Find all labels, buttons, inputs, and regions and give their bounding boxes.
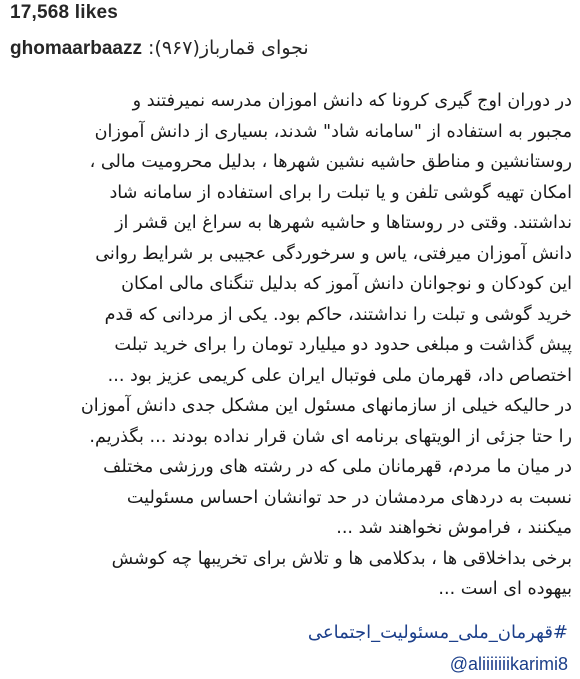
hashtag-link[interactable]: #قهرمان_ملی_مسئولیت_اجتماعی — [307, 622, 568, 643]
caption-line: دانش آموزان میرفتی، یاس و سرخوردگی عجیبی بر شرایط روانی — [95, 243, 572, 264]
caption-line: در میان ما مردم، قهرمانان ملی که در رشته های ورزشی مختلف — [103, 457, 572, 477]
caption-line: خرید گوشی و تبلت را نداشتند، حاکم بود. یکی از مردانی که قدم — [104, 304, 572, 325]
caption-line: این کودکان و نوجوانان دانش آموز که بدلیل تنگنای مالی امکان — [121, 274, 572, 294]
caption-line: میکنند ، فراموش نخواهند شد ... — [336, 518, 572, 538]
caption-line: بیهوده ای است ... — [438, 579, 572, 599]
caption-line: در حالیکه خیلی از سازمانهای مسئول این مشکل جدی دانش آموزان — [80, 396, 572, 416]
caption-title: نجوای قمارباز(۹۶۷): — [147, 37, 309, 59]
caption-line: نسبت به دردهای مردمشان در حد توانشان احساس مسئولیت — [126, 487, 572, 508]
caption-line: مجبور به استفاده از "سامانه شاد" شدند، بسیاری از دانش آموزان — [94, 121, 572, 142]
caption-line: نداشتند. وقتی در روستاها و حاشیه شهرها به سراغ این قشر از — [115, 213, 572, 233]
username-link[interactable]: ghomaarbaazz — [10, 38, 142, 59]
mention-link[interactable]: @aliiiiiiikarimi8 — [449, 654, 568, 674]
caption-line: برخی بداخلاقی ها ، بدکلامی ها و تلاش برای تخریبها چه کوشش — [111, 548, 572, 569]
caption-line: را حتا جزئی از الویتهای برنامه ای شان قرار نداده بودند ... بگذریم. — [89, 426, 572, 447]
caption-body — [6, 86, 572, 605]
likes-count[interactable]: 17,568 likes — [10, 2, 119, 23]
caption-line: پیش گذاشت و مبلغی حدود دو میلیارد تومان را برای خرید تبلت — [114, 335, 572, 355]
caption-line: اختصاص داد، قهرمان ملی فوتبال ایران علی کریمی عزیز بود ... — [107, 365, 572, 386]
caption-line: امکان تهیه گوشی تلفن و یا تبلت را برای استفاده از سامانه شاد — [109, 182, 572, 203]
caption-header — [10, 37, 570, 60]
caption-line: روستانشین و مناطق حاشیه نشین شهرها ، بدلیل محرومیت مالی ، — [89, 152, 572, 172]
caption-line: در دوران اوج گیری کرونا که دانش اموزان مدرسه نمیرفتند و — [132, 91, 572, 111]
